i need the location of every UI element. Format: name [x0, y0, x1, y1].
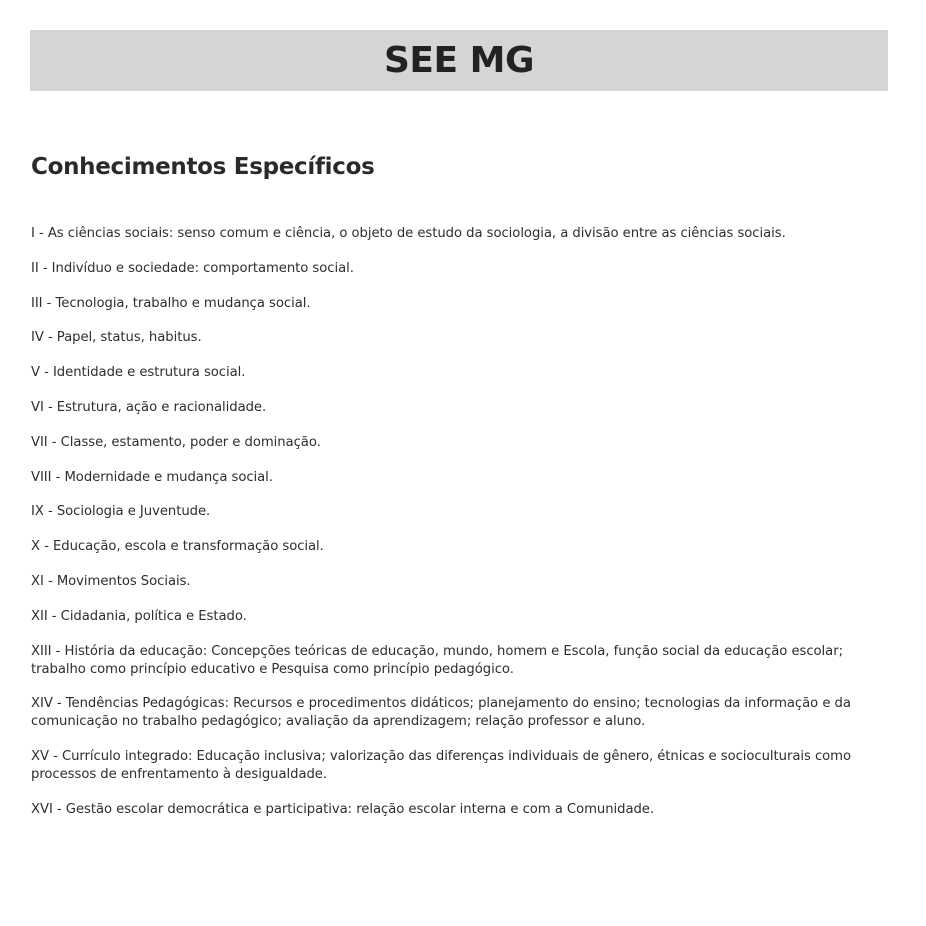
topic-item-2: II - Indivíduo e sociedade: comportamento social. [31, 260, 354, 276]
title-banner [30, 30, 888, 91]
topic-item-16: XVI - Gestão escolar democrática e participativa: relação escolar interna e com a Comunidade. [31, 801, 654, 817]
topic-item-9: IX - Sociologia e Juventude. [31, 504, 211, 520]
page-title: SEE MG [383, 40, 535, 81]
topic-item-15: XV - Currículo integrado: Educação inclusiva; valorização das diferenças individuais de gênero, étnicas e socioculturais como processos de enfrentamento à desigualdade. [31, 749, 851, 783]
topic-item-1: I - As ciências sociais: senso comum e ciência, o objeto de estudo da sociologia, a divisão entre as ciências sociais. [31, 226, 786, 241]
topic-item-4: IV - Papel, status, habitus. [31, 330, 202, 346]
topic-item-6: VI - Estrutura, ação e racionalidade. [31, 399, 267, 415]
topic-item-13: XIII - História da educação: Concepções teóricas de educação, mundo, homem e Escola, função social da educação escolar; trabalho como princípio educativo e Pesquisa como princípio pedagógico. [31, 643, 843, 677]
topic-item-5: V - Identidade e estrutura social. [31, 365, 246, 381]
topic-list [31, 225, 893, 836]
topic-item-14: XIV - Tendências Pedagógicas: Recursos e procedimentos didáticos; planejamento do ensino; tecnologias da informação e da comunicação no trabalho pedagógico; avaliação da aprendizagem; relação professor e aluno. [31, 696, 851, 730]
section-heading: Conhecimentos Específicos [31, 154, 375, 180]
topic-item-12: XII - Cidadania, política e Estado. [31, 608, 247, 624]
topic-item-8: VIII - Modernidade e mudança social. [31, 469, 273, 485]
topic-item-10: X - Educação, escola e transformação social. [31, 539, 324, 555]
topic-item-7: VII - Classe, estamento, poder e dominação. [31, 434, 321, 450]
topic-item-3: III - Tecnologia, trabalho e mudança social. [31, 295, 311, 311]
topic-item-11: XI - Movimentos Sociais. [31, 573, 191, 589]
